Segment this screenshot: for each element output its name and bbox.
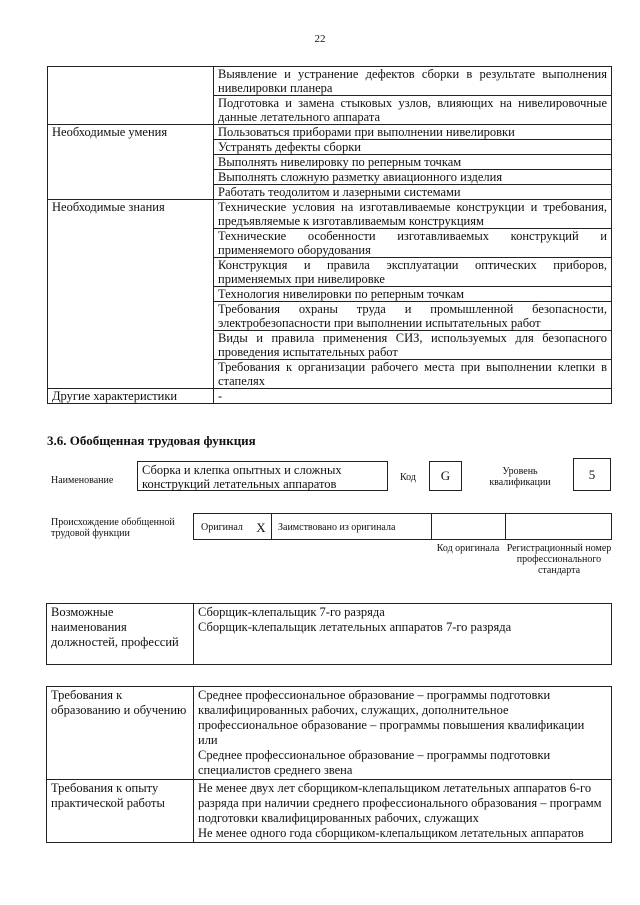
name-label: Наименование [51,475,114,486]
page-number: 22 [314,33,326,45]
table-cell: Требования к организации рабочего места при выполнении клепки в стапелях [214,360,612,389]
requirement-item: Среднее профессиональное образование – программы подготовки квалифицированных рабочих, служащих, дополнительное профессиональное образование – программы повышения квалификации или [198,688,585,747]
origin-label: Происхождение обобщенной трудовой функции [51,517,175,539]
row-label-skills: Необходимые умения [48,125,214,200]
table-cell: Виды и правила применения СИЗ, используемых для безопасного проведения испытательных работ [214,331,612,360]
code-value: G [429,461,462,491]
table-cell: Технические условия на изготавливаемые конструкции и требования, предъявляемые к изготавливаемым конструкциям [214,200,612,229]
table-cell: Конструкция и правила эксплуатации оптических приборов, применяемых при нивелировке [214,258,612,287]
level-label: Уровень квалификации [489,466,551,488]
code-label: Код [400,472,416,483]
table-cell: Требования охраны труда и промышленной безопасности, электробезопасности при выполнении испытательных работ [214,302,612,331]
table-cell: Пользоваться приборами при выполнении нивелировки [214,125,612,140]
original-label: Оригинал [201,522,243,533]
experience-label: Требования к опыту практической работы [47,780,194,843]
origin-box [193,513,612,540]
requirement-item: Среднее профессиональное образование – программы подготовки специалистов среднего звена [198,748,551,777]
table-row [47,604,612,665]
table-cell: Устранять дефекты сборки [214,140,612,155]
positions-values [194,604,612,665]
table-row [48,125,612,140]
code-original-caption: Код оригинала [436,543,500,554]
row-label-other: Другие характеристики [48,389,214,404]
table-row [48,389,612,404]
table-cell: Работать теодолитом и лазерными системами [214,185,612,200]
positions-table [46,603,612,665]
requirement-item: Не менее одного года сборщиком-клепальщиком летательных аппаратов [198,826,584,840]
experience-values [194,780,612,843]
position-item: Сборщик-клепальщик летательных аппаратов 7-го разряда [198,620,512,634]
table-cell: Технические особенности изготавливаемых конструкций и применяемого оборудования [214,229,612,258]
table-row [47,687,612,780]
table-cell: Выполнять нивелировку по реперным точкам [214,155,612,170]
positions-label: Возможные наименования должностей, профессий [47,604,194,665]
requirements-table [46,686,612,843]
table-row [48,200,612,229]
table-row [47,780,612,843]
position-item: Сборщик-клепальщик 7-го разряда [198,605,385,619]
borrowed-label: Заимствовано из оригинала [278,522,396,533]
table-cell: Подготовка и замена стыковых узлов, влияющих на нивелировочные данные летательного аппарата [214,96,612,125]
row-label-knowledge: Необходимые знания [48,200,214,389]
divider [505,514,506,539]
original-mark: X [256,520,266,535]
divider [271,514,272,539]
table-cell: - [214,389,612,404]
skills-knowledge-table [47,66,612,404]
table-row [48,67,612,96]
gtf-name-value: Сборка и клепка опытных и сложных конструкций летательных аппаратов [137,461,388,491]
requirement-item: Не менее двух лет сборщиком-клепальщиком летательных аппаратов 6-го разряда при наличии среднего профессионального образования – программ подготовки квалифицированных рабочих, служащих [198,781,602,825]
row-label [48,67,214,125]
divider [431,514,432,539]
education-values [194,687,612,780]
table-cell: Технология нивелировки по реперным точкам [214,287,612,302]
section-title: 3.6. Обобщенная трудовая функция [47,433,256,448]
table-cell: Выявление и устранение дефектов сборки в результате выполнения нивелировки планера [214,67,612,96]
education-label: Требования к образованию и обучению [47,687,194,780]
level-value: 5 [573,458,611,491]
reg-number-caption: Регистрационный номер профессионального стандарта [506,543,612,576]
table-cell: Выполнять сложную разметку авиационного изделия [214,170,612,185]
